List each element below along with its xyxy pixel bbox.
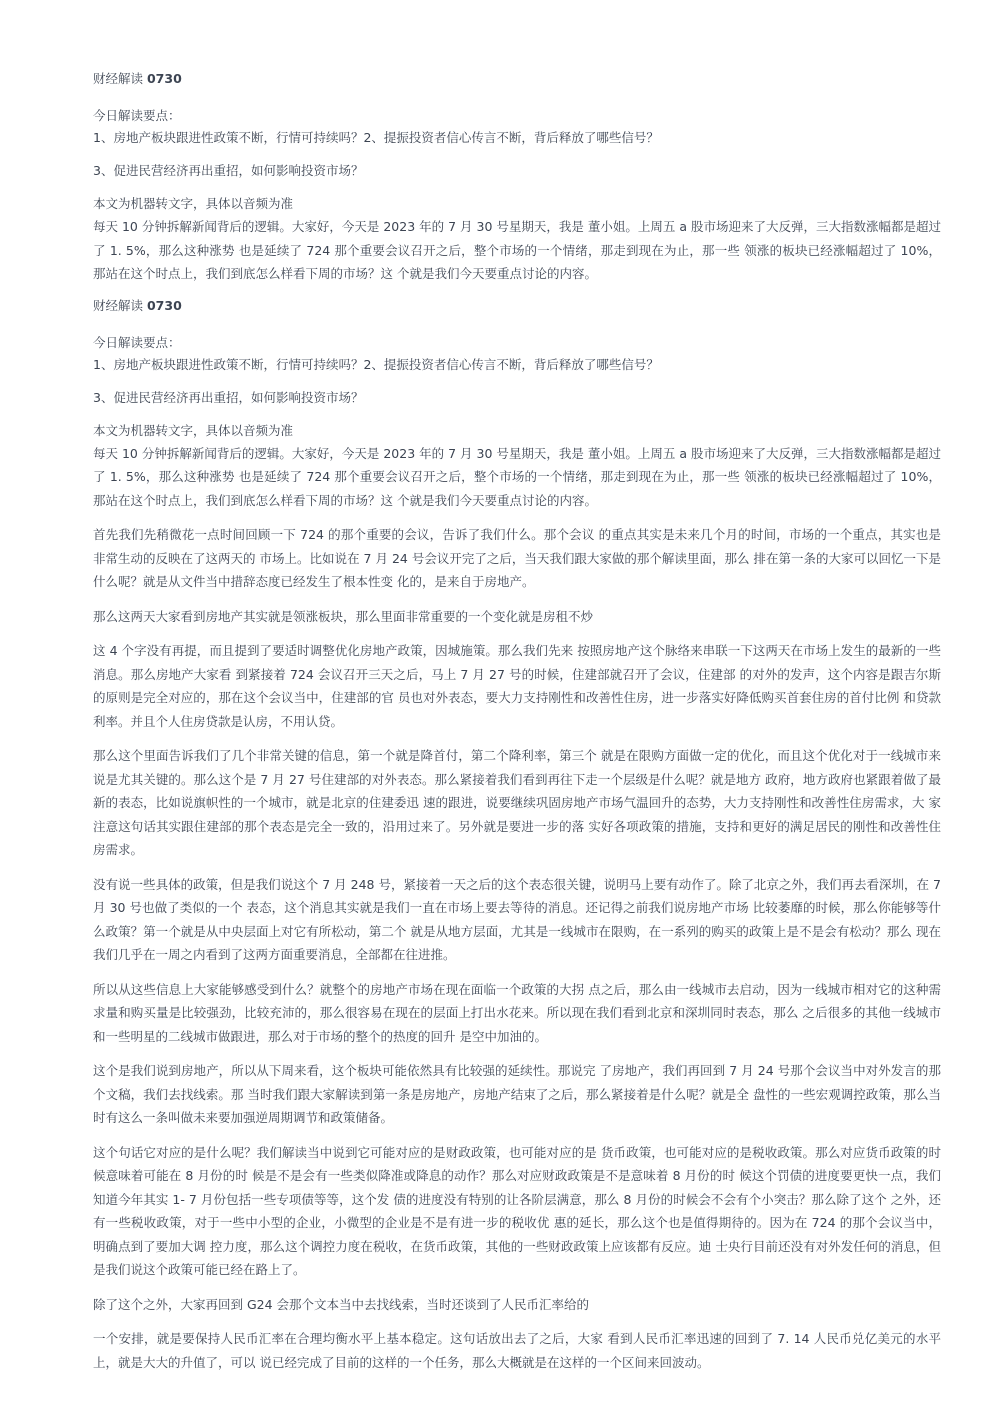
body-paragraph: 这 4 个字没有再提，而且提到了要适时调整优化房地产政策，因城施策。那么我们先来 按照房地产这个脉络来串联一下这两天在市场上发生的最新的一些消息。那么房地产大家看 到紧接着 724 会议召开三天之后，马上 7 月 27 号的时候，住建部就召开了会议，住建部 的对外的发声，这个内容是跟吉尔斯的原则是完全对应的，那在这个会议当中，住建部的官 员也对外表态，要大力支持刚性和改善性住房，进一步落实好降低购买首套住房的首付比例 和贷款利率。并且个人住房贷款是认房，不用认贷。 [93, 643, 941, 729]
body-paragraph: 没有说一些具体的政策，但是我们说这个 7 月 248 号，紧接着一天之后的这个表态很关键，说明马上要有动作了。除了北京之外，我们再去看深圳，在 7 月 30 号也做了类似的一个 表态，这个消息其实就是我们一直在市场上要去等待的消息。还记得之前我们说房地产市场 比较萎靡的时候，那么你能够等什么政策？第一个就是从中央层面上对它有所松动，第二个 就是从地方层面，尤其是一线城市在限购，在一系列的购买的政策上是不是会有松动？那么 现在我们几乎在一周之内看到了这两方面重要消息，全部都在往进推。 [93, 876, 941, 962]
key-points-1: 1、房地产板块跟进性政策不断，行情可持续吗？2、提振投资者信心传言不断，背后释放了哪些信号？ [93, 130, 659, 145]
body-paragraph: 这个是我们说到房地产，所以从下周来看，这个板块可能依然具有比较强的延续性。那说完 了房地产，我们再回到 7 月 24 号那个会议当中对外发言的那个文稿，我们去找线索。那 当时我们跟大家解读到第一条是房地产，房地产结束了之后，那么紧接着是什么呢？就是全 盘性的一些宏观调控政策，那么当时有这么一条叫做未来要加强逆周期调节和政策储备。 [93, 1063, 941, 1125]
body-paragraph: 那么这个里面告诉我们了几个非常关键的信息，第一个就是降首付，第二个降利率，第三个 就是在限购方面做一定的优化，而且这个优化对于一线城市来说是尤其关键的。那么这个是 7 月 27 号住建部的对外表态。那么紧接着我们看到再往下走一个层级是什么呢？就是地方 政府，地方政府也紧跟着做了最新的表态，比如说旗帜性的一个城市，就是北京的住建委迅 速的跟进，说要继续巩固房地产市场气温回升的态势，大力支持刚性和改善性住房需求，大 家注意这句话其实跟住建部的那个表态是完全一致的，沿用过来了。另外就是要进一步的落 实好各项政策的措施，支持和更好的满足居民的刚性和改善性住房需求。 [93, 748, 941, 857]
title-text: 财经解读 [93, 297, 147, 313]
intro-paragraph: 每天 10 分钟拆解新闻背后的逻辑。大家好，今天是 2023 年的 7 月 30 号星期天，我是 董小姐。上周五 a 股市场迎来了大反弹，三大指数涨幅都是超过了 1. 5%，那么这种涨势 也是延续了 724 那个重要会议召开之后，整个市场的一个情绪，那走到现在为止，那一些 领涨的板块已经涨幅超过了 10%，那站在这个时点上，我们到底怎么样看下周的市场？这 个就是我们今天要重点讨论的内容。 [93, 445, 941, 508]
key-points-2: 3、促进民营经济再出重招，如何影响投资市场？ [93, 163, 364, 178]
article-title [93, 68, 941, 90]
body-paragraph: 这个句话它对应的是什么呢？我们解读当中说到它可能对应的是财政政策，也可能对应的是 货币政策，也可能对应的是税收政策。那么对应货币政策的时候意味着可能在 8 月份的时 候是不是会有一些类似降准或降息的动作？那么对应财政政策是不是意味着 8 月份的时 候这个罚债的进度要更快一点，我们知道今年其实 1- 7 月份包括一些专项债等等，这个发 债的进度没有特别的让各阶层满意，那么 8 月份的时候会不会有个小突击？那么除了这个 之外，还有一些税收政策，对于一些中小型的企业，小微型的企业是不是有进一步的税收优 惠的延长，那么这个也是值得期待的。因为在 724 的那个会议当中，明确点到了要加大调 控力度，那么这个调控力度在税收，在货币政策，其他的一些财政政策上应该都有反应。迪 士央行目前还没有对外发任何的消息，但是我们说这个政策可能已经在路上了。 [93, 1144, 941, 1277]
key-points-label: 今日解读要点： [93, 334, 181, 350]
key-points-2: 3、促进民营经济再出重招，如何影响投资市场？ [93, 389, 364, 405]
key-points-1: 1、房地产板块跟进性政策不断，行情可持续吗？2、提振投资者信心传言不断，背后释放了哪些信号？ [93, 356, 659, 372]
intro-paragraph: 每天 10 分钟拆解新闻背后的逻辑。大家好，今天是 2023 年的 7 月 30 号星期天，我是 董小姐。上周五 a 股市场迎来了大反弹，三大指数涨幅都是超过了 1. 5%，那么这种涨势 也是延续了 724 那个重要会议召开之后，整个市场的一个情绪，那走到现在为止，那一些 领涨的板块已经涨幅超过了 10%，那站在这个时点上，我们到底怎么样看下周的市场？这 个就是我们今天要重点讨论的内容。 [93, 219, 941, 281]
body-paragraph: 首先我们先稍微花一点时间回顾一下 724 的那个重要的会议，告诉了我们什么。那个会议 的重点其实是未来几个月的时间，市场的一个重点，其实也是非常生动的反映在了这两天的 市场上。比如说在 7 月 24 号会议开完了之后，当天我们跟大家做的那个解读里面，那么 排在第一条的大家可以回忆一下是什么呢？就是从文件当中措辞态度已经发生了根本性变 化的，是来自于房地产。 [93, 527, 941, 589]
body-paragraph: 那么这两天大家看到房地产其实就是领涨板块，那么里面非常重要的一个变化就是房租不炒 [93, 608, 594, 624]
article-title [93, 295, 941, 317]
title-text: 财经解读 [93, 71, 147, 86]
body-paragraph: 所以从这些信息上大家能够感受到什么？就整个的房地产市场在现在面临一个政策的大拐 点之后，那么由一线城市去启动，因为一线城市相对它的这种需求量和购买量是比较强劲，比较充沛的，那么很容易在现在的层面上打出水花来。所以现在我们看到北京和深圳同时表态，那么 之后很多的其他一线城市和一些明星的二线城市做跟进，那么对于市场的整个的热度的回升 是空中加油的。 [93, 981, 941, 1044]
body-paragraph: 一个安排，就是要保持人民币汇率在合理均衡水平上基本稳定。这句话放出去了之后，大家 看到人民币汇率迅速的回到了 7. 14 人民币兑亿美元的水平上，就是大大的升值了，可以 说已经完成了目前的这样的一个任务，那么大概就是在这样的一个区间来回波动。 [93, 1331, 941, 1370]
title-date: 0730 [146, 297, 182, 313]
article-header-block [93, 295, 941, 513]
key-points-label: 今日解读要点： [93, 108, 181, 123]
document-page [93, 64, 941, 1385]
article-header-block [93, 68, 941, 286]
disclaimer: 本文为机器转文字，具体以音频为准 [93, 422, 294, 438]
disclaimer: 本文为机器转文字，具体以音频为准 [93, 196, 294, 211]
title-date: 0730 [146, 71, 182, 86]
body-paragraph: 除了这个之外，大家再回到 G24 会那个文本当中去找线索，当时还谈到了人民币汇率给的 [93, 1296, 590, 1312]
